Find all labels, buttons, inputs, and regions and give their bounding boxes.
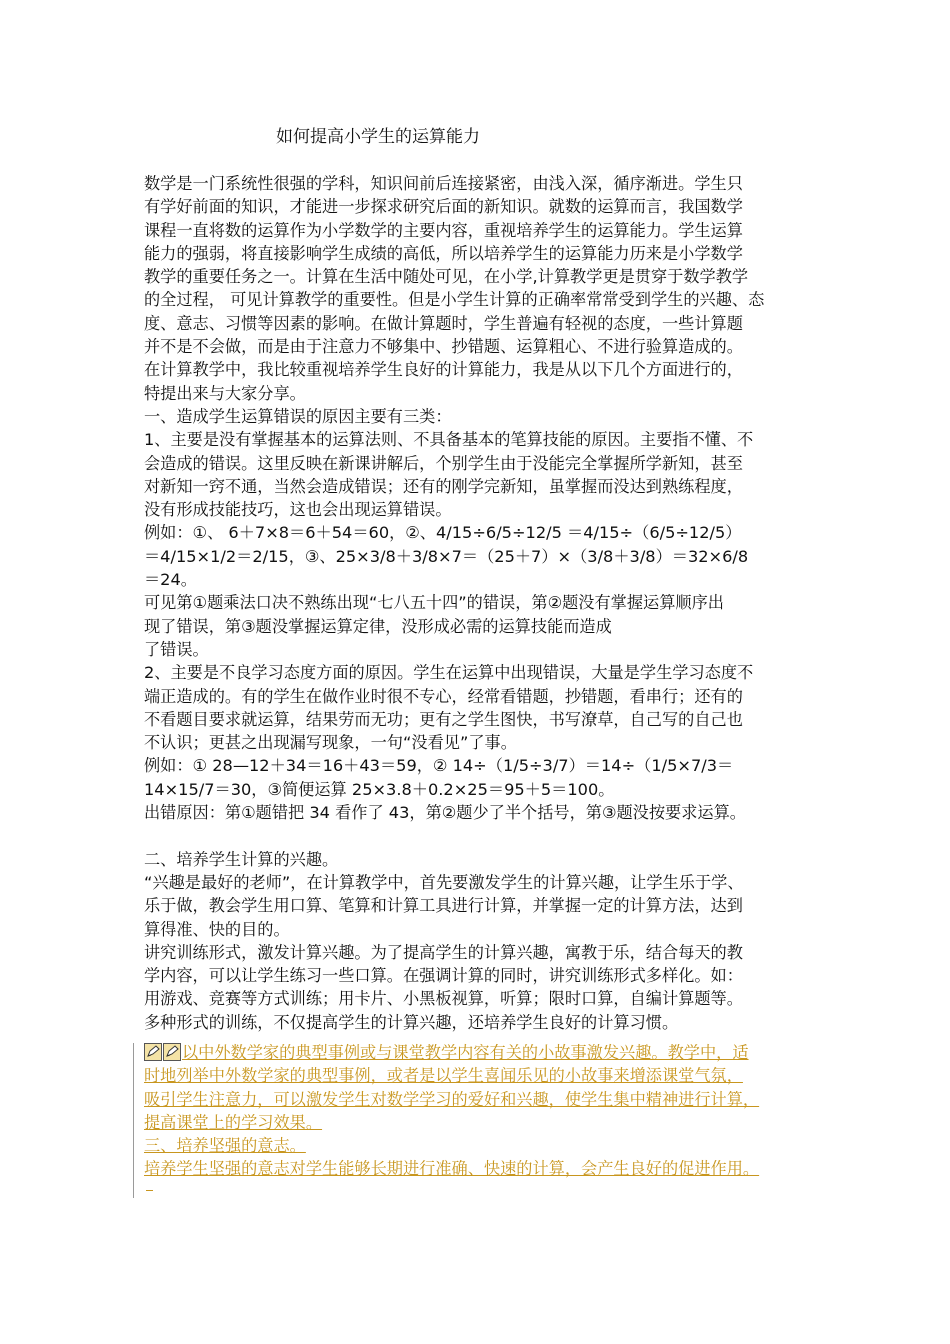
revision-change-bar	[133, 1043, 134, 1198]
text-line: 端正造成的。有的学生在做作业时很不专心，经常看错题，抄错题，看串行；还有的	[144, 686, 743, 706]
tracked-text-line: 三、培养坚强的意志。	[144, 1136, 306, 1156]
document-title: 如何提高小学生的运算能力	[276, 127, 480, 147]
text-line	[144, 824, 824, 847]
tracked-text-line: 提高课堂上的学习效果。	[144, 1112, 323, 1132]
text-line: 能力的强弱，将直接影响学生成绩的高低，所以培养学生的运算能力历来是小学数学	[144, 243, 743, 263]
text-line: 度、意志、习惯等因素的影响。在做计算题时，学生普遍有轻视的态度，一些计算题	[144, 313, 743, 333]
text-line: 在计算教学中，我比较重视培养学生良好的计算能力，我是从以下几个方面进行的，	[144, 360, 743, 380]
text-line: 讲究训练形式，激发计算兴趣。为了提高学生的计算兴趣，寓教于乐，结合每天的教	[144, 942, 743, 962]
text-line: 课程一直将数的运算作为小学数学的主要内容，重视培养学生的运算能力。学生运算	[144, 220, 743, 240]
text-line: 会造成的错误。这里反映在新课讲解后，个别学生由于没能完全掌握所学新知，甚至	[144, 453, 743, 473]
text-line: 14×15/7＝30，③简便运算 25×3.8＋0.2×25＝95＋5＝100。	[144, 779, 615, 799]
tracked-text-line: 培养学生坚强的意志对学生能够长期进行准确、快速的计算，会产生良好的促进作用。	[144, 1159, 760, 1179]
tracked-text-span: 以中外数学家的典型事例或与课堂教学内容有关的小故事激发兴趣。教学中，适	[182, 1043, 749, 1062]
text-line: 不看题目要求就运算，结果劳而无功；更有之学生图快，书写潦草，自己写的自己也	[144, 709, 743, 729]
text-line: “兴趣是最好的老师”，在计算教学中，首先要激发学生的计算兴趣，让学生乐于学、	[144, 872, 744, 892]
text-line: 算得准、快的目的。	[144, 919, 290, 939]
text-line: 例如：①、 6＋7×8＝6＋54＝60，②、4/15÷6/5÷12/5 ＝4/15÷（6/5÷12/5）	[144, 523, 742, 543]
text-line: 学内容，可以让学生练习一些口算。在强调计算的同时，讲究训练形式多样化。如：	[144, 966, 743, 986]
text-line: 多种形式的训练，不仅提高学生的计算兴趣，还培养学生良好的计算习惯。	[144, 1012, 679, 1032]
text-line: 出错原因：第①题错把 34 看作了 43，第②题少了半个括号，第③题没按要求运算。	[144, 803, 746, 823]
text-line: 二、培养学生计算的兴趣。	[144, 849, 339, 869]
text-line: 了错误。	[144, 639, 209, 659]
text-line: 2、主要是不良学习态度方面的原因。学生在运算中出现错误，大量是学生学习态度不	[144, 663, 754, 683]
text-line: 没有形成技能技巧，这也会出现运算错误。	[144, 500, 452, 520]
edit-mark-icon[interactable]	[144, 1043, 162, 1061]
text-line: 用游戏、竞赛等方式训练；用卡片、小黑板视算，听算；限时口算，自编计算题等。	[144, 989, 743, 1009]
text-line: 教学的重要任务之一。计算在生活中随处可见，在小学,计算教学更是贯穿于数学教学	[144, 267, 749, 287]
tracked-text-line: 吸引学生注意力，可以激发学生对数学学习的爱好和兴趣，使学生集中精神进行计算，	[144, 1089, 760, 1109]
text-line: 有学好前面的知识，才能进一步探求研究后面的新知识。就数的运算而言，我国数学	[144, 197, 743, 217]
text-line: 的全过程， 可见计算教学的重要性。但是小学生计算的正确率常常受到学生的兴趣、态	[144, 290, 765, 310]
text-line: ＝24。	[144, 570, 197, 590]
text-line: 现了错误，第③题没掌握运算定律，没形成必需的运算技能而造成	[144, 616, 612, 636]
tracked-text-line: 时地列举中外数学家的典型事例，或者是以学生喜闻乐见的小故事来增添课堂气氛，	[144, 1066, 743, 1086]
edit-mark-icon[interactable]	[163, 1043, 181, 1061]
text-line: 不认识；更甚之出现漏写现象，一句“没看见”了事。	[144, 733, 517, 753]
text-line: 1、主要是没有掌握基本的运算法则、不具备基本的笔算技能的原因。主要指不懂、不	[144, 430, 754, 450]
tracked-changes-block	[144, 1041, 824, 1181]
paragraph-end-mark	[146, 1190, 153, 1191]
document-body	[144, 172, 824, 1034]
text-line: 可见第①题乘法口决不熟练出现“七八五十四”的错误，第②题没有掌握运算顺序出	[144, 593, 724, 613]
text-line: 对新知一窍不通，当然会造成错误；还有的刚学完新知，虽掌握而没达到熟练程度，	[144, 476, 743, 496]
text-line: ＝4/15×1/2＝2/15，③、25×3/8＋3/8×7＝（25＋7）×（3/8＋3/8）＝32×6/8	[144, 546, 749, 566]
text-line: 特提出来与大家分享。	[144, 383, 306, 403]
text-line: 一、造成学生运算错误的原因主要有三类：	[144, 406, 452, 426]
text-line: 数学是一门系统性很强的学科，知识间前后连接紧密，由浅入深，循序渐进。学生只	[144, 174, 743, 193]
text-line: 例如：① 28—12＋34＝16＋43＝59，② 14÷（1/5÷3/7）＝14÷（1/5×7/3＝	[144, 756, 734, 776]
text-line: 乐于做，教会学生用口算、笔算和计算工具进行计算，并掌握一定的计算方法，达到	[144, 896, 743, 916]
text-line: 并不是不会做，而是由于注意力不够集中、抄错题、运算粗心、不进行验算造成的。	[144, 337, 743, 357]
tracked-text-line	[144, 1041, 824, 1064]
